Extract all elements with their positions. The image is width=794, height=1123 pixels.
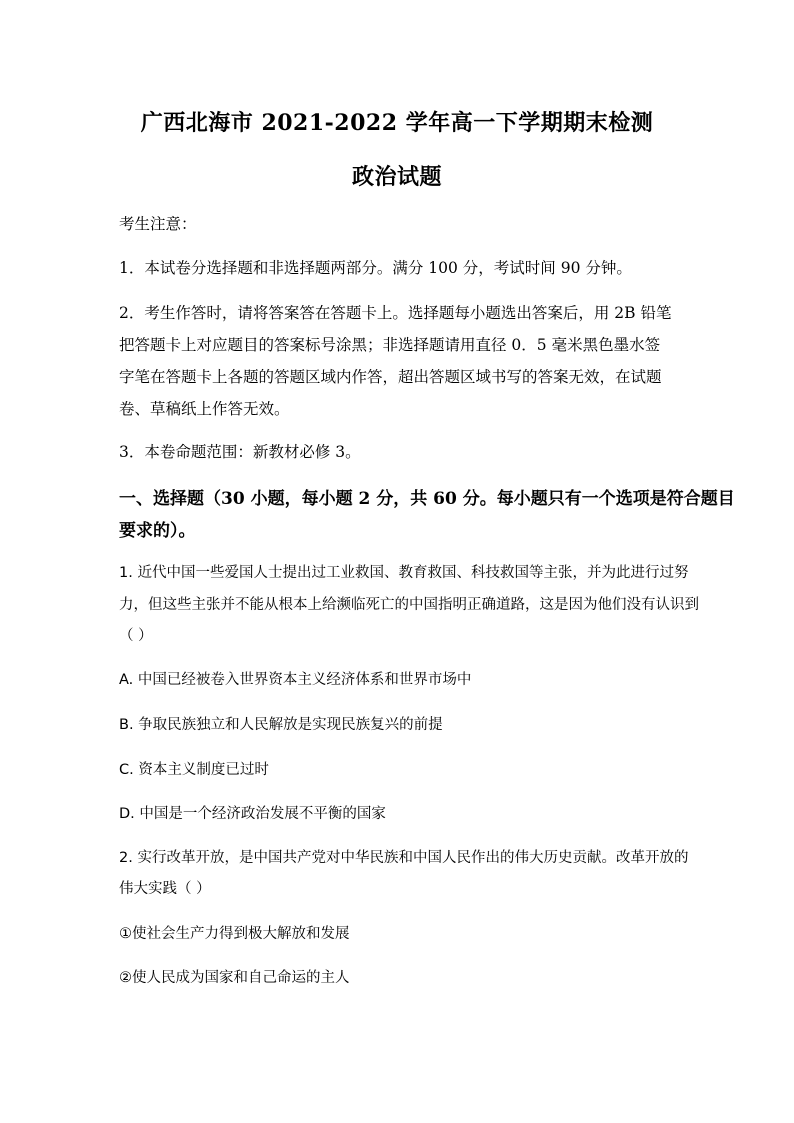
notice-item-2-line-4: 卷、草稿纸上作答无效。 xyxy=(119,400,290,418)
q1-stem-line-3: （ ） xyxy=(119,628,153,644)
q2-stem-line-2: 伟大实践（ ） xyxy=(119,881,211,897)
q1-option-d: D. 中国是一个经济政治发展不平衡的国家 xyxy=(119,806,386,822)
notice-item-3: 3．本卷命题范围：新教材必修 3。 xyxy=(119,443,361,461)
q1-option-a: A. 中国已经被卷入世界资本主义经济体系和世界市场中 xyxy=(119,672,472,688)
notice-item-1: 1．本试卷分选择题和非选择题两部分。满分 100 分，考试时间 90 分钟。 xyxy=(119,259,632,277)
notice-item-2-line-2: 把答题卡上对应题目的答案标号涂黑；非选择题请用直径 0．5 毫米黑色墨水签 xyxy=(119,336,661,354)
q1-stem-line-2: 力，但这些主张并不能从根本上给濒临死亡的中国指明正确道路，这是因为他们没有认识到 xyxy=(119,597,699,613)
section-heading-line-2: 要求的）。 xyxy=(119,521,196,541)
section-heading-line-1: 一、选择题（30 小题，每小题 2 分，共 60 分。每小题只有一个选项是符合题目 xyxy=(119,489,735,509)
notice-item-2-line-3: 字笔在答题卡上各题的答题区域内作答，超出答题区域书写的答案无效，在试题 xyxy=(119,368,662,386)
exam-subtitle: 政治试题 xyxy=(351,164,442,190)
notice-heading: 考生注意： xyxy=(119,215,197,233)
exam-title: 广西北海市 2021-2022 学年高一下学期期末检测 xyxy=(140,110,654,136)
q2-stem-line-1: 2. 实行改革开放，是中国共产党对中华民族和中国人民作出的伟大历史贡献。改革开放的 xyxy=(119,850,689,866)
q2-item-1: ①使社会生产力得到极大解放和发展 xyxy=(119,926,350,942)
q2-item-2: ②使人民成为国家和自己命运的主人 xyxy=(119,970,350,986)
q1-option-b: B. 争取民族独立和人民解放是实现民族复兴的前提 xyxy=(119,717,443,733)
q1-stem-line-1: 1. 近代中国一些爱国人士提出过工业救国、教育救国、科技救国等主张，并为此进行过努 xyxy=(119,565,689,581)
q1-option-c: C. 资本主义制度已过时 xyxy=(119,762,269,778)
notice-item-2-line-1: 2．考生作答时，请将答案答在答题卡上。选择题每小题选出答案后，用 2B 铅笔 xyxy=(119,304,672,322)
